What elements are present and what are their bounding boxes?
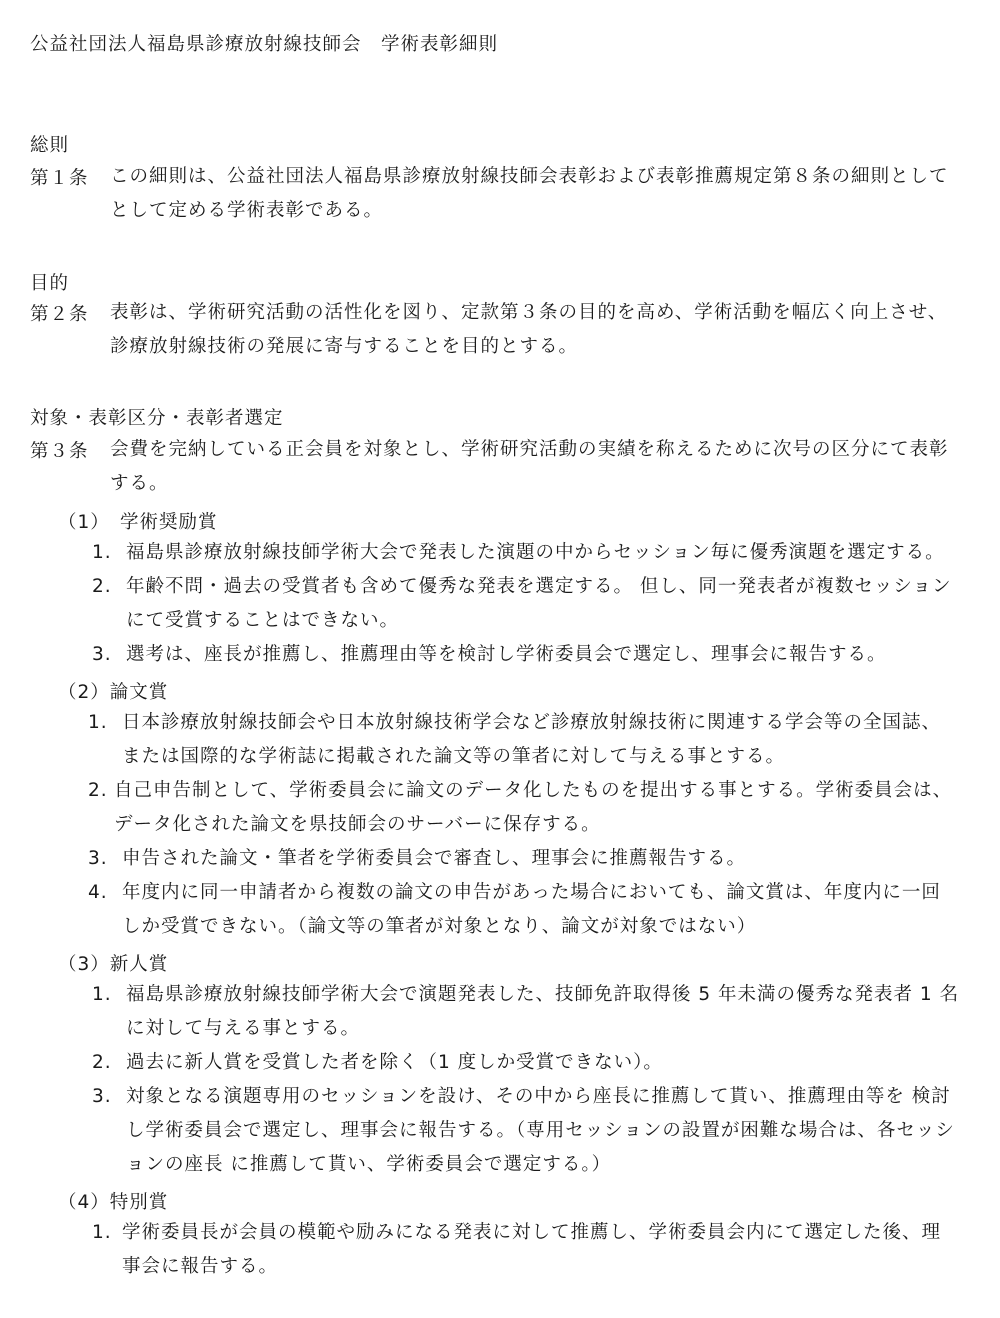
list-item [92, 536, 960, 570]
item-number: 3. [92, 644, 112, 665]
article-number: 第３条 [30, 441, 89, 462]
item-number: 3. [88, 848, 108, 869]
list-item [92, 978, 960, 1046]
section-heading-general: 総則 [30, 135, 70, 156]
list-item [92, 570, 960, 638]
list-item [88, 706, 960, 774]
item-number: 1. [92, 1222, 112, 1243]
list-item [88, 842, 960, 876]
item-number: 4. [88, 882, 108, 903]
article-text: この細則は、公益社団法人福島県診療放射線技師会表彰および表彰推薦規定第８条の細則としてとして定める学術表彰である。 [110, 166, 949, 221]
document-title: 公益社団法人福島県診療放射線技師会 学術表彰細則 [30, 34, 499, 55]
item-text: 自己申告制として、学術委員会に論文のデータ化したものを提出する事とする。学術委員会は、データ化された論文を県技師会のサーバーに保存する。 [114, 780, 953, 835]
list-item [92, 638, 960, 672]
award-heading-encouragement: （1） 学術奨励賞 [58, 512, 218, 533]
article-text: 会費を完納している正会員を対象とし、学術研究活動の実績を称えるために次号の区分にて表彰する。 [110, 439, 949, 494]
item-text: 福島県診療放射線技師学術大会で演題発表した、技師免許取得後 5 年未満の優秀な発表者 1 名に対して与える事とする。 [126, 984, 960, 1039]
item-text: 日本診療放射線技師会や日本放射線技術学会など診療放射線技術に関連する学会等の全国誌、または国際的な学術誌に掲載された論文等の筆者に対して与える事とする。 [122, 712, 942, 767]
list-item [88, 876, 960, 944]
award-heading-special: （4）特別賞 [58, 1192, 169, 1213]
list-item [88, 774, 960, 842]
list-item [92, 1046, 960, 1080]
item-text: 対象となる演題専用のセッションを設け、その中から座長に推薦して貰い、推薦理由等を 検討し学術委員会で選定し、理事会に報告する。（専用セッションの設置が困難な場合は、各セッションの座長 に推薦して貰い、学術委員会で選定する。） [126, 1086, 955, 1175]
item-text: 福島県診療放射線技師学術大会で発表した演題の中からセッション毎に優秀演題を選定する。 [126, 542, 945, 563]
award-heading-paper: （2）論文賞 [58, 682, 169, 703]
item-number: 1. [92, 542, 112, 563]
article-text: 表彰は、学術研究活動の活性化を図り、定款第３条の目的を高め、学術活動を幅広く向上させ、診療放射線技術の発展に寄与することを目的とする。 [110, 302, 948, 357]
item-text: 学術委員長が会員の模範や励みになる発表に対して推薦し、学術委員会内にて選定した後、理事会に報告する。 [122, 1222, 942, 1277]
item-number: 1. [88, 712, 108, 733]
award-heading-newcomer: （3）新人賞 [58, 954, 169, 975]
list-item [92, 1080, 960, 1182]
item-text: 選考は、座長が推薦し、推薦理由等を検討し学術委員会で選定し、理事会に報告する。 [126, 644, 887, 665]
item-number: 1. [92, 984, 112, 1005]
section-heading-awards: 対象・表彰区分・表彰者選定 [30, 408, 284, 429]
item-number: 2. [88, 780, 108, 801]
item-text: 年齢不問・過去の受賞者も含めて優秀な発表を選定する。 但し、同一発表者が複数セッションにて受賞することはできない。 [126, 576, 952, 631]
item-number: 2. [92, 1052, 112, 1073]
item-text: 申告された論文・筆者を学術委員会で審査し、理事会に推薦報告する。 [122, 848, 747, 869]
article-number: 第２条 [30, 304, 89, 325]
section-heading-purpose: 目的 [30, 273, 70, 294]
article-1 [30, 160, 960, 228]
article-number: 第１条 [30, 168, 89, 189]
list-item [92, 1216, 960, 1284]
item-number: 3. [92, 1086, 112, 1107]
article-3 [30, 433, 960, 501]
item-text: 年度内に同一申請者から複数の論文の申告があった場合においても、論文賞は、年度内に一回しか受賞できない。（論文等の筆者が対象となり、論文が対象ではない） [122, 882, 941, 937]
item-number: 2. [92, 576, 112, 597]
item-text: 過去に新人賞を受賞した者を除く（1 度しか受賞できない）。 [126, 1052, 663, 1073]
article-2 [30, 296, 960, 364]
